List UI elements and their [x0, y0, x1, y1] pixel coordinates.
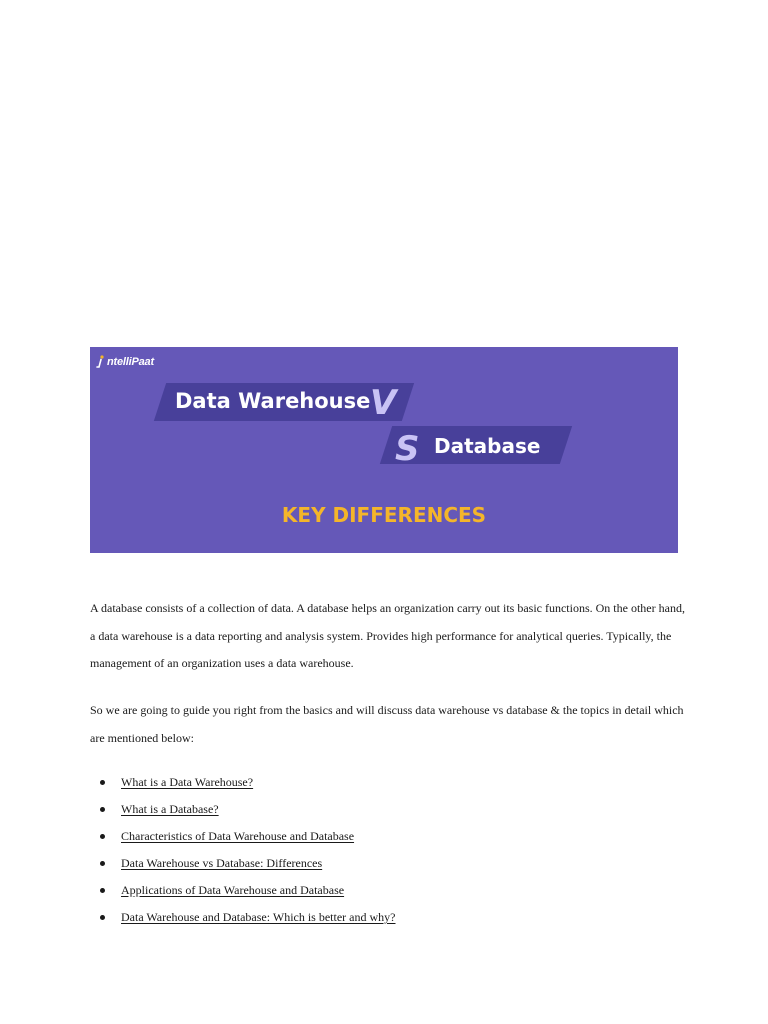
logo-figure-icon	[96, 355, 106, 369]
bullet-icon	[100, 780, 105, 785]
bullet-icon	[100, 888, 105, 893]
list-item	[90, 850, 690, 877]
list-item	[90, 796, 690, 823]
topic-link-applications[interactable]: Applications of Data Warehouse and Database	[121, 883, 345, 897]
intellipaat-logo	[96, 355, 154, 369]
banner-subtitle-key-differences: KEY DIFFERENCES	[281, 503, 487, 527]
topic-link-what-is-data-warehouse[interactable]: What is a Data Warehouse?	[121, 775, 254, 789]
topic-link-differences[interactable]: Data Warehouse vs Database: Differences	[121, 856, 323, 870]
logo-text: ntelliPaat	[107, 356, 154, 368]
topic-link-which-is-better[interactable]: Data Warehouse and Database: Which is better and why?	[121, 910, 396, 924]
bullet-icon	[100, 861, 105, 866]
bullet-icon	[100, 915, 105, 920]
vs-letter-s: S	[395, 429, 420, 469]
guide-paragraph: So we are going to guide you right from the basics and will discuss data warehouse vs database & the topics in detail which are mentioned below:	[90, 703, 684, 745]
list-item	[90, 769, 690, 796]
bullet-icon	[100, 834, 105, 839]
vs-letter-v: V	[370, 383, 397, 423]
list-item	[90, 823, 690, 850]
list-item	[90, 904, 690, 931]
bullet-icon	[100, 807, 105, 812]
banner-title-data-warehouse: Data Warehouse	[175, 389, 371, 413]
topic-link-what-is-database[interactable]: What is a Database?	[121, 802, 219, 816]
intro-paragraph: A database consists of a collection of data. A database helps an organization carry out its basic functions. On the other hand, a data warehouse is a data reporting and analysis system. Provides high performance for analytical queries. Typically, the management of an organization uses a data warehouse.	[90, 601, 685, 670]
list-item	[90, 877, 690, 904]
topic-list	[90, 769, 690, 931]
topic-link-characteristics[interactable]: Characteristics of Data Warehouse and Database	[121, 829, 355, 843]
banner-title-database: Database	[434, 434, 541, 458]
banner-image	[90, 347, 678, 553]
